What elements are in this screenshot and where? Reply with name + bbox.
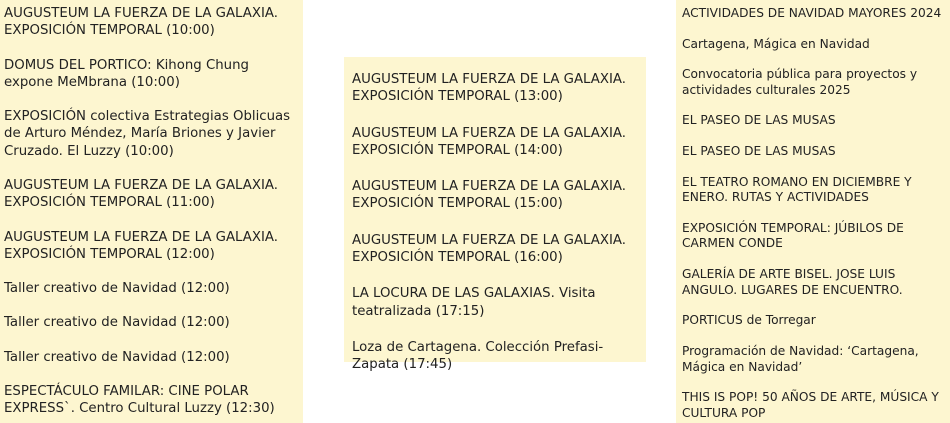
event-item[interactable]: Taller creativo de Navidad (12:00) bbox=[4, 349, 230, 365]
event-item[interactable]: Taller creativo de Navidad (12:00) bbox=[4, 281, 230, 297]
event-item[interactable]: AUGUSTEUM LA FUERZA DE LA GALAXIA. EXPOSICIÓN TEMPORAL (14:00) bbox=[352, 125, 626, 158]
activity-item[interactable]: THIS IS POP! 50 AÑOS DE ARTE, MÚSICA Y CULTURA POP bbox=[682, 390, 939, 420]
event-item[interactable]: AUGUSTEUM LA FUERZA DE LA GALAXIA. EXPOSICIÓN TEMPORAL (12:00) bbox=[4, 229, 278, 262]
event-item[interactable]: AUGUSTEUM LA FUERZA DE LA GALAXIA. EXPOSICIÓN TEMPORAL (11:00) bbox=[4, 177, 278, 211]
event-item[interactable]: EXPOSICIÓN colectiva Estrategias Oblicuas de Arturo Méndez, María Briones y Javier Cruzado. El Luzzy (10:00) bbox=[4, 109, 291, 159]
event-item[interactable]: Taller creativo de Navidad (12:00) bbox=[4, 315, 230, 331]
activity-item[interactable]: PORTICUS de Torregar bbox=[682, 313, 816, 328]
event-item[interactable]: AUGUSTEUM LA FUERZA DE LA GALAXIA. EXPOSICIÓN TEMPORAL (13:00) bbox=[352, 72, 626, 105]
activity-item[interactable]: GALERÍA DE ARTE BISEL. JOSE LUIS ANGULO. LUGARES DE ENCUENTRO. bbox=[682, 267, 903, 297]
events-column-morning bbox=[0, 0, 303, 423]
activity-item[interactable]: EL TEATRO ROMANO EN DICIEMBRE Y ENERO. RUTAS Y ACTIVIDADES bbox=[682, 174, 912, 205]
activity-item[interactable]: Cartagena, Mágica en Navidad bbox=[682, 36, 870, 51]
activity-item[interactable]: EL PASEO DE LAS MUSAS bbox=[682, 144, 836, 159]
activity-item[interactable]: Convocatoria pública para proyectos y actividades culturales 2025 bbox=[682, 67, 918, 97]
activity-item[interactable]: Programación de Navidad: ‘Cartagena, Mágica en Navidad’ bbox=[682, 343, 919, 374]
activity-item[interactable]: ACTIVIDADES DE NAVIDAD MAYORES 2024 bbox=[682, 6, 942, 20]
event-item[interactable]: Loza de Cartagena. Colección Prefasi-Zapata (17:45) bbox=[352, 339, 604, 373]
activities-list-column bbox=[676, 0, 950, 423]
event-item[interactable]: AUGUSTEUM LA FUERZA DE LA GALAXIA. EXPOSICIÓN TEMPORAL (15:00) bbox=[352, 179, 626, 212]
event-item[interactable]: ESPECTÁCULO FAMILAR: CINE POLAR EXPRESS`. Centro Cultural Luzzy (12:30) bbox=[4, 383, 275, 417]
event-item[interactable]: DOMUS DEL PORTICO: Kihong Chung expone MeMbrana (10:00) bbox=[4, 57, 249, 90]
events-column-afternoon bbox=[344, 57, 646, 373]
event-item[interactable]: AUGUSTEUM LA FUERZA DE LA GALAXIA. EXPOSICIÓN TEMPORAL (10:00) bbox=[4, 6, 278, 39]
event-item[interactable]: LA LOCURA DE LAS GALAXIAS. Visita teatralizada (17:15) bbox=[352, 286, 596, 319]
event-item[interactable]: AUGUSTEUM LA FUERZA DE LA GALAXIA. EXPOSICIÓN TEMPORAL (16:00) bbox=[352, 232, 626, 265]
activity-item[interactable]: EL PASEO DE LAS MUSAS bbox=[682, 113, 836, 128]
activity-item[interactable]: EXPOSICIÓN TEMPORAL: JÚBILOS DE CARMEN CONDE bbox=[682, 220, 904, 251]
